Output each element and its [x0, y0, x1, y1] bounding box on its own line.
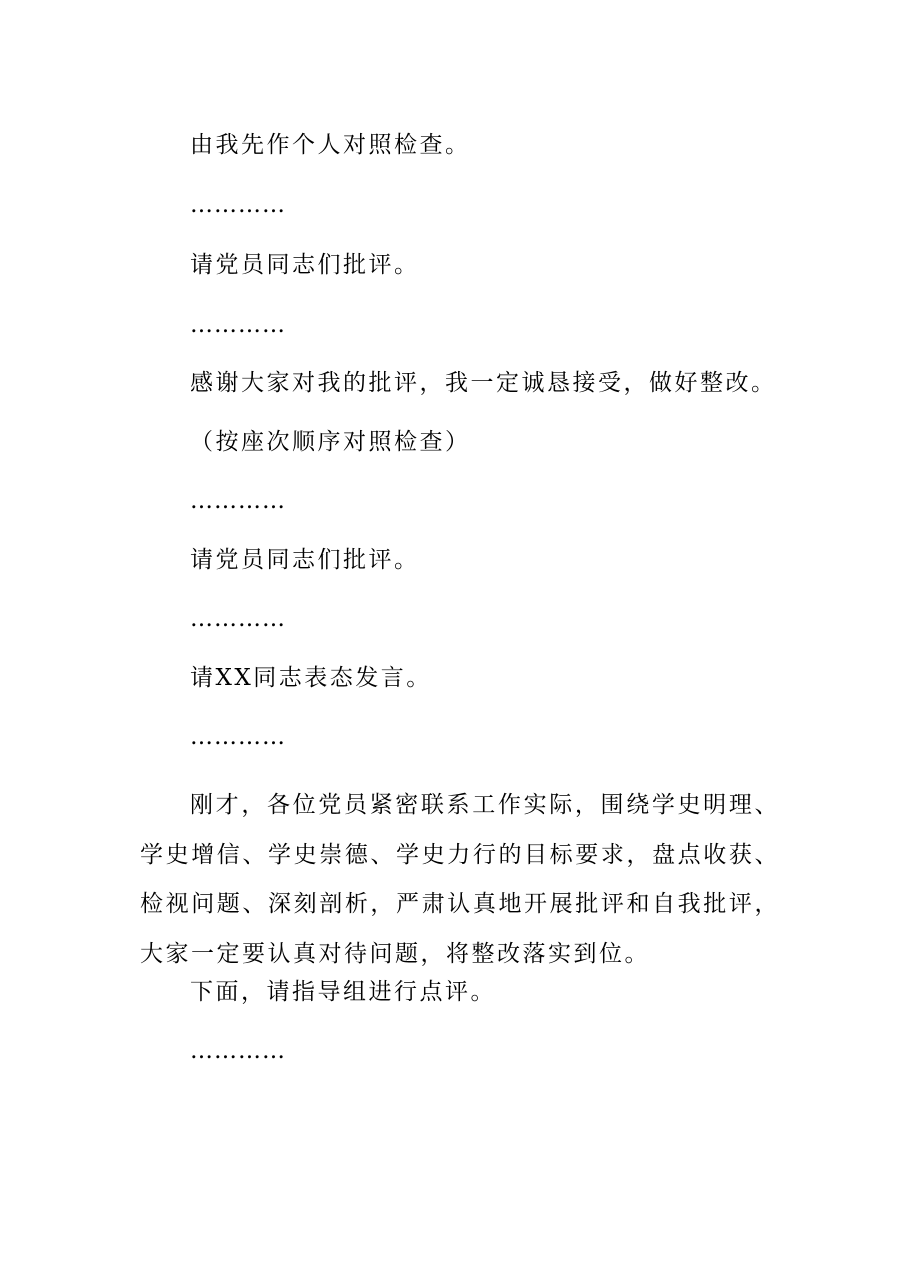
text-line-seat-order: （按座次顺序对照检查） — [190, 429, 471, 455]
text-line-statement: 请XX同志表态发言。 — [190, 665, 432, 691]
text-line-request-criticism: 请党员同志们批评。 — [190, 252, 420, 278]
text-line-thanks: 感谢大家对我的批评，我一定诚恳接受，做好整改。 — [190, 370, 777, 396]
ellipsis-line: ………… — [190, 488, 286, 514]
ellipsis-line: ………… — [190, 192, 286, 218]
text-line-request-criticism: 请党员同志们批评。 — [190, 547, 420, 573]
ellipsis-line: ………… — [190, 1038, 286, 1064]
text-line-self-check: 由我先作个人对照检查。 — [190, 132, 471, 158]
ellipsis-line: ………… — [190, 724, 286, 750]
ellipsis-line: ………… — [190, 312, 286, 338]
summary-paragraph: 刚才，各位党员紧密联系工作实际，围绕学史明理、学史增信、学史崇德、学史力行的目标要求，盘点收获、检视问题、深刻剖析，严肃认真地开展批评和自我批评，大家一定要认真对待问题，将整改落实到位。 — [140, 792, 780, 967]
text-line-guidance-review: 下面，请指导组进行点评。 — [190, 979, 496, 1005]
ellipsis-line: ………… — [190, 606, 286, 632]
